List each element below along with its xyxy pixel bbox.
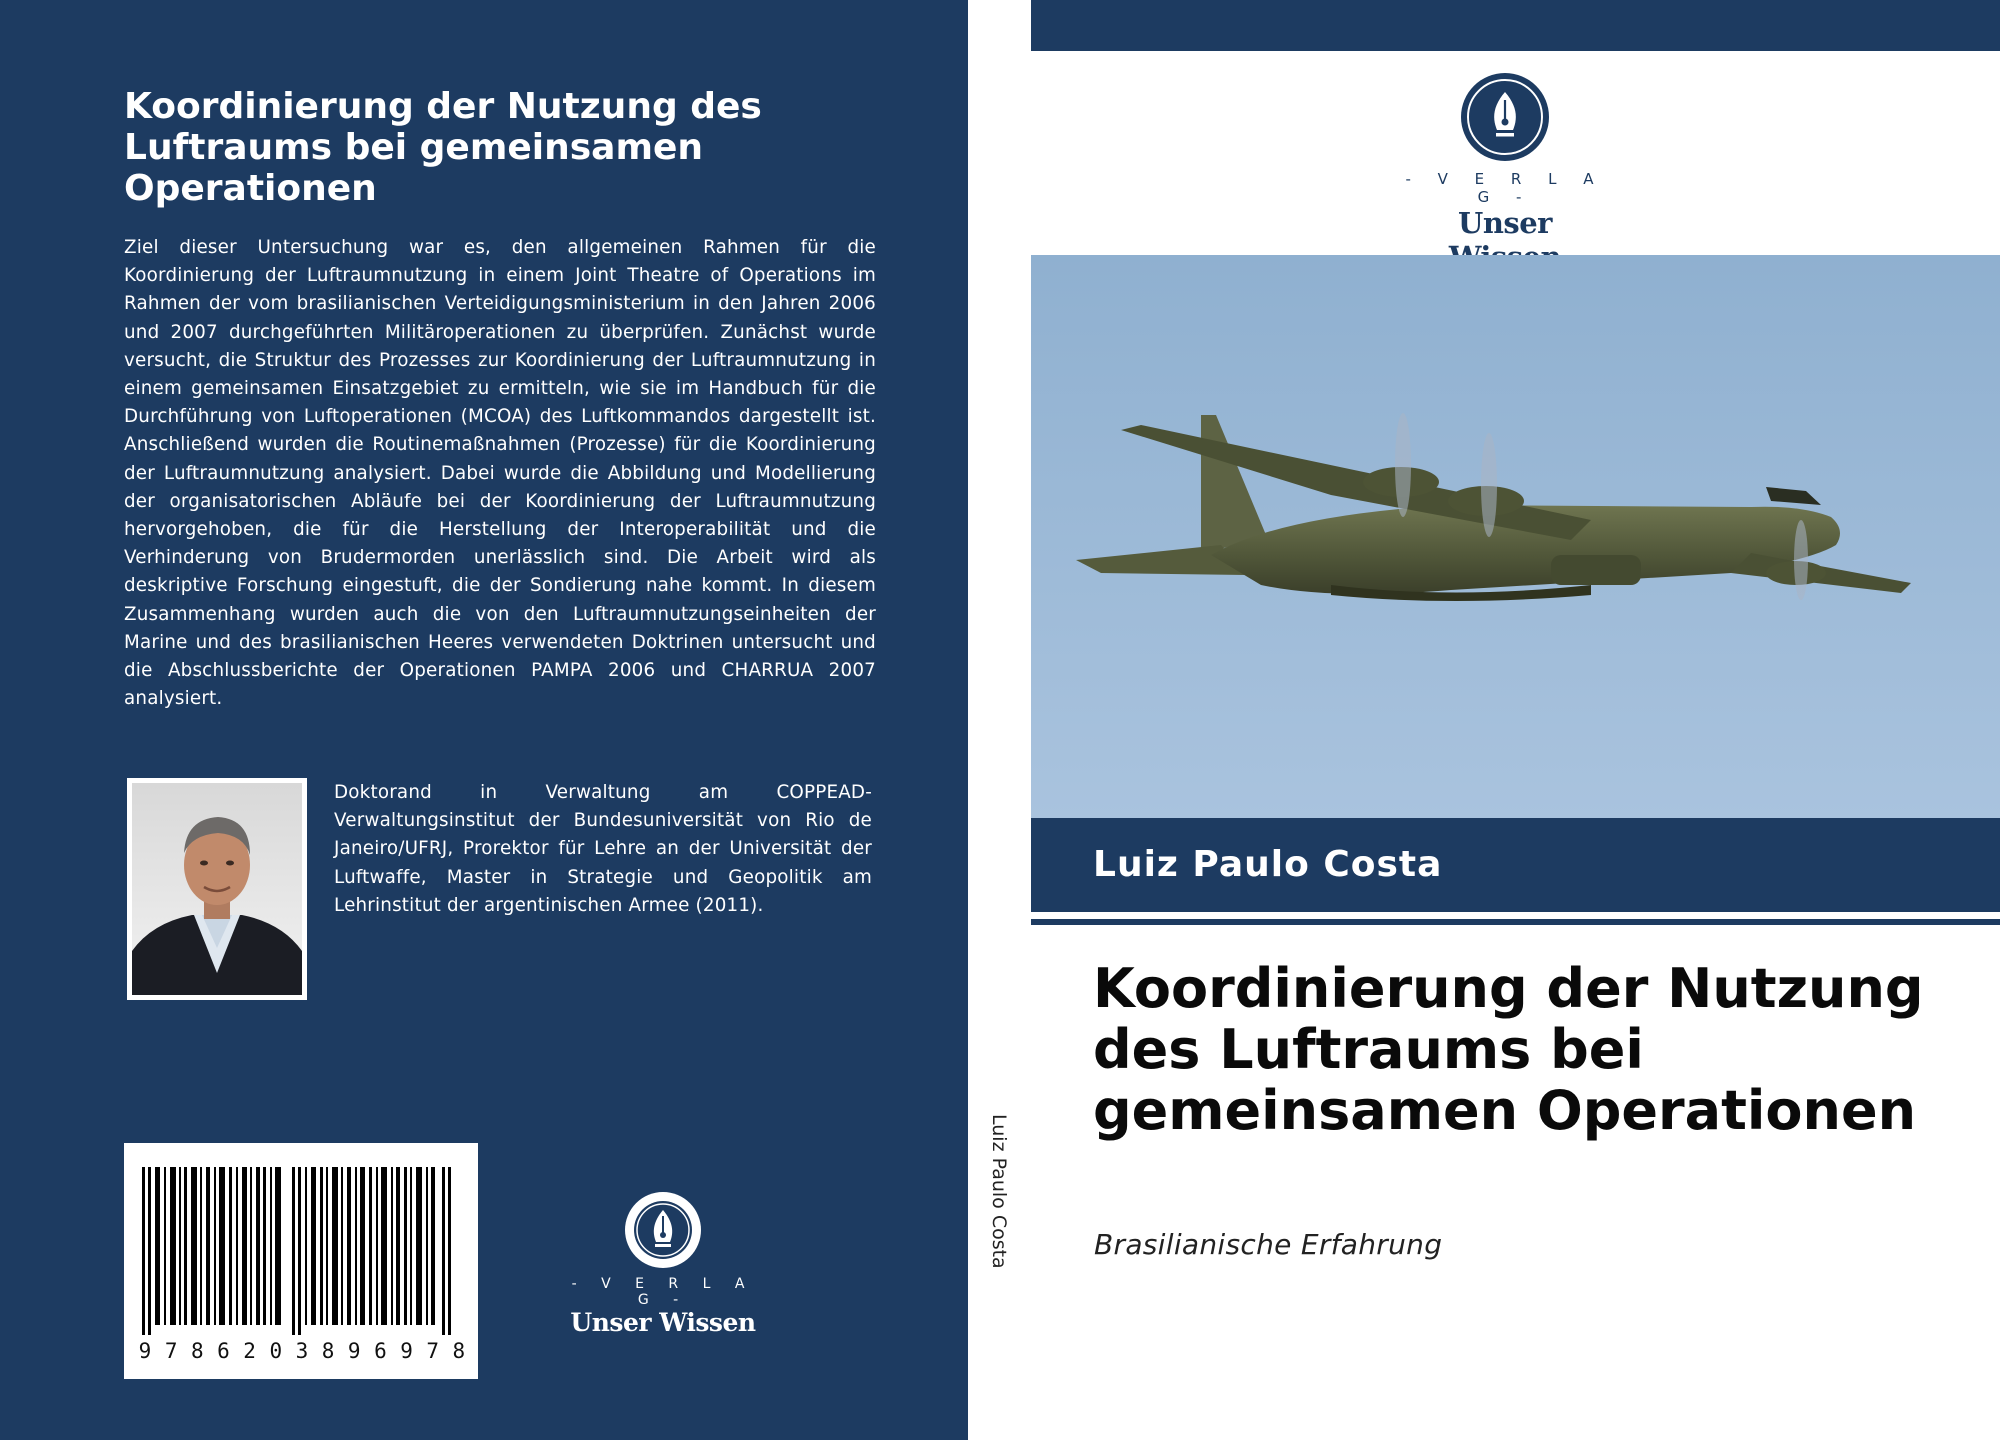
isbn-digit: 9 bbox=[400, 1339, 413, 1363]
fountain-pen-nib-icon bbox=[623, 1190, 703, 1270]
isbn-digit: 3 bbox=[295, 1339, 309, 1363]
author-band bbox=[1031, 818, 2000, 912]
front-logo-verlag-text: - V E R L A G - bbox=[1405, 170, 1605, 206]
author-portrait-image bbox=[132, 783, 302, 995]
spine-author: Luiz Paulo Costa bbox=[988, 1114, 1010, 1269]
isbn-barcode bbox=[124, 1143, 478, 1379]
front-cover-title: Koordinierung der Nutzung des Luftraums bei gemeinsamen Operationen bbox=[1093, 957, 1924, 1142]
back-cover-title: Koordinierung der Nutzung des Luftraums bei gemeinsamen Operationen bbox=[124, 86, 762, 209]
front-publisher-logo bbox=[1400, 72, 1610, 274]
front-logo-brand-text: Unser bbox=[1458, 206, 1552, 240]
isbn-digit: 6 bbox=[217, 1339, 230, 1363]
front-top-bar bbox=[1031, 0, 2000, 51]
author-portrait bbox=[127, 778, 307, 1000]
isbn-digit: 9 bbox=[138, 1339, 152, 1363]
back-cover bbox=[0, 0, 968, 1440]
isbn-digit: 8 bbox=[190, 1339, 204, 1363]
fountain-pen-nib-icon bbox=[1460, 72, 1550, 162]
spine-author-container bbox=[980, 1114, 1020, 1284]
isbn-digit: 8 bbox=[452, 1339, 466, 1363]
back-publisher-logo bbox=[568, 1190, 758, 1337]
isbn-digits bbox=[132, 1339, 472, 1363]
isbn-digit: 9 bbox=[347, 1339, 361, 1363]
author-bio: Doktorand in Verwaltung am COPPEAD-Verwaltungsinstitut der Bundesuniversität von Rio de Janeiro/UFRJ, Prorektor für Lehre an der Universität der Luftwaffe, Master in Strategie und Geopolitik am Lehrinstitut der argentinischen Armee (2011). bbox=[334, 782, 872, 916]
spine bbox=[968, 0, 1030, 1440]
back-logo-brand-text: Unser Wissen bbox=[570, 1308, 756, 1337]
front-divider-line bbox=[1031, 919, 2000, 925]
front-cover-photo bbox=[1031, 255, 2000, 818]
front-cover-subtitle: Brasilianische Erfahrung bbox=[1094, 1228, 1443, 1261]
barcode-bars bbox=[142, 1167, 460, 1335]
isbn-digit: 0 bbox=[269, 1339, 283, 1363]
back-cover-blurb: Ziel dieser Untersuchung war es, den allgemeinen Rahmen für die Koordinierung der Luftraumnutzung in einem Joint Theatre of Operations im Rahmen der vom brasilianischen Verteidigungsministerium in den Jahren 2006 und 2007 durchgeführten Militäroperationen zu überprüfen. Zunächst wurde versucht, die Struktur des Prozesses zur Koordinierung der Luftraumnutzung in einem gemeinsamen Einsatzgebiet zu ermitteln, wie sie im Handbuch für die Durchführung von Luftoperationen (MCOA) des Luftkommandos dargestellt ist. Anschließend wurden die Routinemaßnahmen (Prozesse) für die Koordinierung der Luftraumnutzung analysiert. Dabei wurde die Abbildung und Modellierung der organisatorischen Abläufe bei der Koordinierung der Luftraumnutzung hervorgehoben, die für die Herstellung der Interoperabilität und die Verhinderung von Brudermorden unerlässlich sind. Die Arbeit wird als deskriptive Forschung eingestuft, die der Sondierung nahe kommt. In diesem Zusammenhang wurden auch die von den Luftraumnutzungseinheiten der Marine und des brasilianischen Heeres verwendeten Doktrinen untersucht und die Abschlussberichte der Operationen PAMPA 2006 und CHARRUA 2007 analysiert. bbox=[124, 237, 876, 710]
isbn-digit: 7 bbox=[164, 1339, 178, 1363]
military-transport-aircraft-photo bbox=[1031, 255, 2000, 818]
front-author-name: Luiz Paulo Costa bbox=[1093, 844, 1443, 885]
back-logo-verlag-text: - V E R L A G - bbox=[571, 1276, 755, 1308]
isbn-digit: 8 bbox=[321, 1339, 335, 1363]
isbn-digit: 6 bbox=[374, 1339, 387, 1363]
isbn-digit: 7 bbox=[426, 1339, 440, 1363]
isbn-digit: 2 bbox=[243, 1339, 256, 1363]
